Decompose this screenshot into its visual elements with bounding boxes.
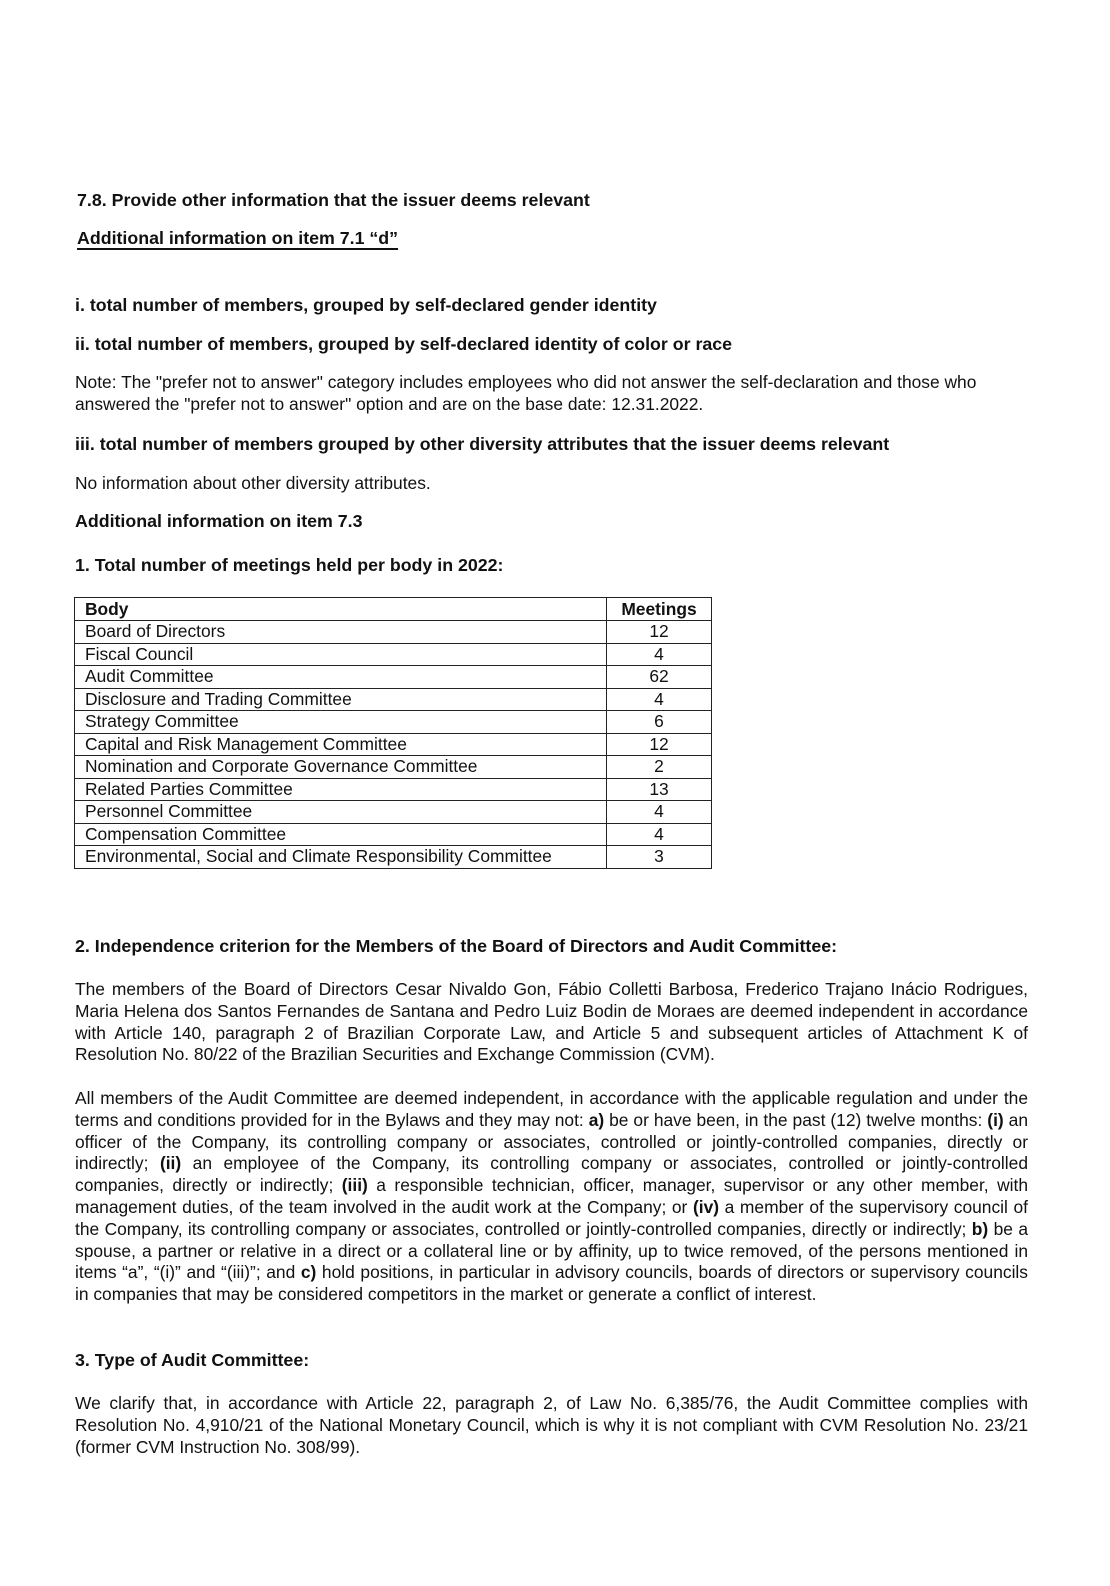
subheading-item-7-3: Additional information on item 7.3 xyxy=(75,511,363,531)
paragraph-text-segment: a member of the supervisory council of the Company, its controlling company or associates, controlled or jointly-controlled companies, directly or indirectly; xyxy=(75,1196,1028,1239)
paragraph-text-segment: All members of the Audit Committee are deemed independent, in accordance with the applicable regulation and under the terms and conditions provided for in the Bylaws and they may not: xyxy=(75,1088,1028,1130)
meetings-count-cell: 4 xyxy=(607,823,712,846)
subheading-item-7-1 xyxy=(77,228,398,249)
bold-item-marker: (iii) xyxy=(341,1175,368,1196)
body-name-cell: Audit Committee xyxy=(75,666,607,689)
body-name-cell: Nomination and Corporate Governance Committee xyxy=(75,756,607,779)
table-row xyxy=(75,801,712,824)
item-iii-heading: iii. total number of members grouped by other diversity attributes that the issuer deems relevant xyxy=(75,434,890,454)
item-i-heading: i. total number of members, grouped by self-declared gender identity xyxy=(75,295,657,315)
independence-paragraph-1: The members of the Board of Directors Cesar Nivaldo Gon, Fábio Colletti Barbosa, Frederico Trajano Inácio Rodrigues, Maria Helena dos Santos Fernandes de Santana and Pedro Luiz Bodin de Moraes are deemed independent in accordance with Article 140, paragraph 2 of Brazilian Corporate Law, and Article 5 and subsequent articles of Attachment K of Resolution No. 80/22 of the Brazilian Securities and Exchange Commission (CVM). xyxy=(75,979,1028,1065)
header-body: Body xyxy=(75,598,607,621)
no-info-text: No information about other diversity attributes. xyxy=(75,473,431,493)
meetings-count-cell: 2 xyxy=(607,756,712,779)
table-row xyxy=(75,756,712,779)
header-meetings: Meetings xyxy=(607,598,712,621)
table-row xyxy=(75,621,712,644)
table-row xyxy=(75,733,712,756)
table-row xyxy=(75,688,712,711)
independence-heading: 2. Independence criterion for the Members of the Board of Directors and Audit Committee: xyxy=(75,936,838,956)
note-paragraph: Note: The "prefer not to answer" category includes employees who did not answer the self-declaration and those who answered the "prefer not to answer" option and are on the base date: 12.31.2022. xyxy=(75,372,977,414)
body-name-cell: Board of Directors xyxy=(75,621,607,644)
bold-item-marker: b) xyxy=(971,1218,989,1239)
table-header-row xyxy=(75,598,712,621)
table-row xyxy=(75,778,712,801)
bold-item-marker: (iv) xyxy=(692,1196,720,1217)
body-name-cell: Strategy Committee xyxy=(75,711,607,734)
paragraph-text-segment: hold positions, in particular in advisory councils, boards of directors or supervisory councils in companies that may be considered competitors in the market or generate a conflict of interest. xyxy=(75,1262,1028,1305)
meetings-count-cell: 13 xyxy=(607,778,712,801)
body-name-cell: Related Parties Committee xyxy=(75,778,607,801)
bold-item-marker: (ii) xyxy=(159,1153,182,1174)
table-row xyxy=(75,823,712,846)
meetings-count-cell: 3 xyxy=(607,846,712,869)
subheading-text: Additional information on item 7.1 “d” xyxy=(77,228,399,248)
meetings-count-cell: 4 xyxy=(607,643,712,666)
body-name-cell: Environmental, Social and Climate Responsibility Committee xyxy=(75,846,607,869)
paragraph-text-segment: a responsible technician, officer, manager, supervisor or any other member, with management duties, of the team involved in the audit work at the Company; or xyxy=(75,1175,1028,1217)
body-name-cell: Personnel Committee xyxy=(75,801,607,824)
paragraph-text-segment: be or have been, in the past (12) twelve months: xyxy=(604,1109,988,1130)
section-title: 7.8. Provide other information that the issuer deems relevant xyxy=(77,190,590,210)
table-row xyxy=(75,846,712,869)
meetings-count-cell: 62 xyxy=(607,666,712,689)
paragraph-text-segment: be a spouse, a partner or relative in a direct or a collateral line or by affinity, up to twice removed, of the persons mentioned in items “a”, “(i)” and “(iii)”; and xyxy=(75,1218,1028,1283)
meetings-count-cell: 4 xyxy=(607,688,712,711)
meetings-heading: 1. Total number of meetings held per body in 2022: xyxy=(75,555,504,575)
body-name-cell: Compensation Committee xyxy=(75,823,607,846)
body-name-cell: Fiscal Council xyxy=(75,643,607,666)
meetings-table xyxy=(74,597,712,869)
meetings-count-cell: 6 xyxy=(607,711,712,734)
meetings-count-cell: 12 xyxy=(607,733,712,756)
body-name-cell: Disclosure and Trading Committee xyxy=(75,688,607,711)
audit-type-heading: 3. Type of Audit Committee: xyxy=(75,1350,310,1370)
bold-item-marker: (i) xyxy=(987,1109,1004,1130)
bold-item-marker: a) xyxy=(588,1109,605,1130)
paragraph-text-segment: an officer of the Company, its controlling company or associates, controlled or jointly-controlled companies, directly or indirectly; xyxy=(75,1109,1028,1174)
table-row xyxy=(75,666,712,689)
paragraph-text-segment: an employee of the Company, its controlling company or associates, controlled or jointly-controlled companies, directly or indirectly; xyxy=(75,1153,1028,1196)
independence-paragraph-2 xyxy=(75,1088,1028,1306)
meetings-count-cell: 12 xyxy=(607,621,712,644)
table-row xyxy=(75,711,712,734)
table-row xyxy=(75,643,712,666)
meetings-count-cell: 4 xyxy=(607,801,712,824)
bold-item-marker: c) xyxy=(300,1262,317,1283)
audit-type-paragraph: We clarify that, in accordance with Article 22, paragraph 2, of Law No. 6,385/76, the Audit Committee complies with Resolution No. 4,910/21 of the National Monetary Council, which is why it is not compliant with CVM Resolution No. 23/21 (former CVM Instruction No. 308/99). xyxy=(75,1393,1028,1457)
item-ii-heading: ii. total number of members, grouped by self-declared identity of color or race xyxy=(75,334,733,354)
body-name-cell: Capital and Risk Management Committee xyxy=(75,733,607,756)
